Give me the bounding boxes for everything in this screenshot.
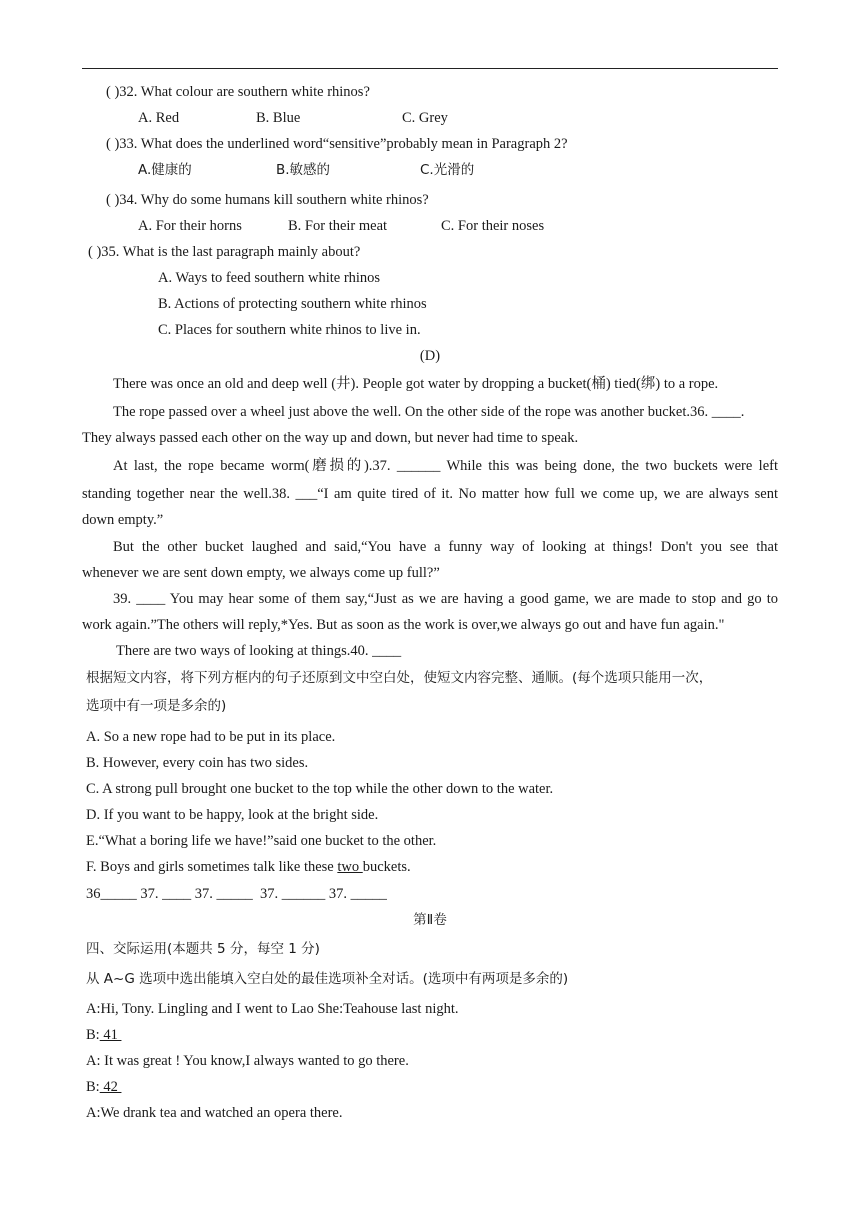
passage-paragraph-2-line-2: They always passed each other on the way up and down, but never had time to speak. — [82, 430, 579, 446]
passage-paragraph-6: There are two ways of looking at things.40. ____ — [116, 643, 402, 659]
section-d-heading: (D) — [419, 348, 441, 364]
passage-paragraph-5-line-2: work again.”The others will reply,*Yes. But as soon as the work is over,we always go out and have fun again." — [82, 617, 725, 633]
option-35-c: C. Places for southern white rhinos to live in. — [158, 322, 421, 338]
option-33-a: A.健康的 — [138, 162, 192, 178]
option-35-b: B. Actions of protecting southern white rhinos — [158, 296, 427, 312]
answer-blanks: 36_____ 37. ____ 37. _____ 37. ______ 37. _____ — [86, 886, 387, 902]
question-34: ( )34. Why do some humans kill southern white rhinos? — [106, 192, 429, 208]
option-33-b: B.敏感的 — [276, 162, 331, 178]
header-rule — [82, 68, 778, 69]
passage-paragraph-3-line-2: standing together near the well.38. ___“I am quite tired of it. No matter how full we come up, we are always sent — [82, 486, 778, 502]
blank-41: 41 — [99, 1027, 122, 1043]
speaker-b: B: — [86, 1079, 100, 1095]
dialogue-line-2 — [86, 1026, 121, 1044]
part-2-title: 第Ⅱ卷 — [413, 912, 447, 928]
blank-42: 42 — [99, 1079, 122, 1095]
option-34-c: C. For their noses — [441, 218, 545, 234]
option-32-a: A. Red — [138, 110, 180, 126]
passage-paragraph-1: There was once an old and deep well (井). People got water by dropping a bucket(桶) tied(绑) to a rope. — [113, 376, 719, 392]
option-f-text: F. Boys and girls sometimes talk like these — [86, 859, 338, 875]
option-e: E.“What a boring life we have!”said one bucket to the other. — [86, 833, 437, 849]
option-a: A. So a new rope had to be put in its place. — [86, 729, 336, 745]
dialogue-line-1: A:Hi, Tony. Lingling and I went to Lao She:Teahouse last night. — [86, 1001, 459, 1017]
option-f-underlined: two — [337, 859, 363, 875]
passage-paragraph-3-line-1: At last, the rope became worm(磨损的).37. ______ While this was being done, the two buckets were left — [113, 458, 778, 474]
option-d: D. If you want to be happy, look at the bright side. — [86, 807, 379, 823]
speaker-b: B: — [86, 1027, 100, 1043]
option-b: B. However, every coin has two sides. — [86, 755, 309, 771]
option-f-end: buckets. — [362, 859, 411, 875]
question-32: ( )32. What colour are southern white rhinos? — [106, 84, 370, 100]
dialogue-line-3: A: It was great ! You know,I always wanted to go there. — [86, 1053, 409, 1069]
task-instruction-line-1: 根据短文内容，将下列方框内的句子还原到文中空白处，使短文内容完整、通顺。(每个选项只能用一次， — [86, 670, 713, 686]
option-33-c: C.光滑的 — [420, 162, 475, 178]
section-4-heading: 四、交际运用(本题共 5 分，每空 1 分) — [86, 941, 320, 957]
passage-paragraph-3-line-3: down empty.” — [82, 512, 164, 528]
question-33: ( )33. What does the underlined word“sensitive”probably mean in Paragraph 2? — [106, 136, 568, 152]
option-35-a: A. Ways to feed southern white rhinos — [158, 270, 381, 286]
option-34-a: A. For their horns — [138, 218, 242, 234]
task-instruction-line-2: 选项中有一项是多余的) — [86, 698, 227, 714]
passage-paragraph-4-line-2: whenever we are sent down empty, we always come up full?” — [82, 565, 440, 581]
option-f — [86, 858, 411, 876]
section-4-instruction: 从 A~G 选项中选出能填入空白处的最佳选项补全对话。(选项中有两项是多余的) — [86, 971, 569, 987]
option-c: C. A strong pull brought one bucket to the top while the other down to the water. — [86, 781, 554, 797]
option-32-b: B. Blue — [256, 110, 301, 126]
question-35: ( )35. What is the last paragraph mainly about? — [88, 244, 361, 260]
option-34-b: B. For their meat — [288, 218, 388, 234]
passage-paragraph-4-line-1: But the other bucket laughed and said,“You have a funny way of looking at things! Don't you see that — [113, 539, 778, 555]
passage-paragraph-5-line-1: 39. ____ You may hear some of them say,“Just as we are having a good game, we are made to stop and go to — [113, 591, 778, 607]
passage-paragraph-2-line-1: The rope passed over a wheel just above the well. On the other side of the rope was another bucket.36. ____. — [113, 404, 745, 420]
option-32-c: C. Grey — [402, 110, 448, 126]
dialogue-line-5: A:We drank tea and watched an opera there. — [86, 1105, 343, 1121]
dialogue-line-4 — [86, 1078, 121, 1096]
